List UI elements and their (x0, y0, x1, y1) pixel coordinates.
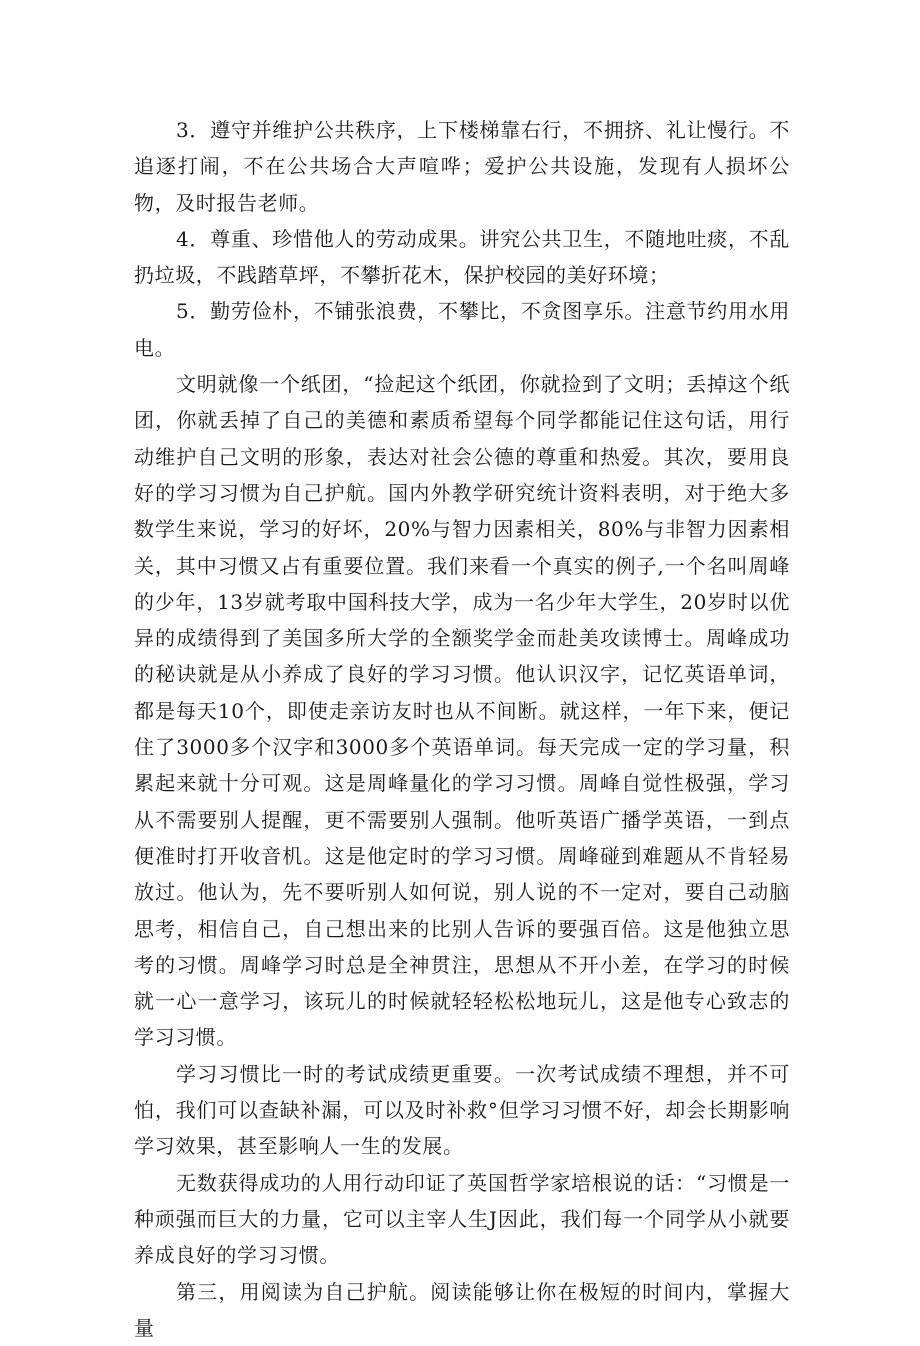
paragraph-study-habits: 文明就像一个纸团，“捡起这个纸团，你就捡到了文明；丢掉这个纸团，你就丢掉了自己的美德和素质希望每个同学都能记住这句话，用行动维护自己文明的形象，表达对社会公德的尊重和热爱。其次，要用良好的学习习惯为自己护航。国内外教学研究统计资料表明，对于绝大多数学生来说，学习的好坏，20%与智力因素相关，80%与非智力因素相关，其中习惯又占有重要位置。我们来看一个真实的例子,一个名叫周峰的少年，13岁就考取中国科技大学，成为一名少年大学生，20岁时以优异的成绩得到了美国多所大学的全额奖学金而赴美攻读博士。周峰成功的秘诀就是从小养成了良好的学习习惯。他认识汉字，记忆英语单词，都是每天10个，即使走亲访友时也从不间断。就这样，一年下来，便记住了3000多个汉字和3000多个英语单词。每天完成一定的学习量，积累起来就十分可观。这是周峰量化的学习习惯。周峰自觉性极强，学习从不需要别人提醒，更不需要别人强制。他听英语广播学英语，一到点便准时打开收音机。这是他定时的学习习惯。周峰碰到难题从不肯轻易放过。他认为，先不要听别人如何说，别人说的不一定对，要自己动脑思考，相信自己，自己想出来的比别人告诉的要强百倍。这是他独立思考的习惯。周峰学习时总是全神贯注，思想从不开小差，在学习的时候就一心一意学习，该玩儿的时候就轻轻松松地玩儿，这是他专心致志的学习习惯。 (134, 366, 790, 1056)
paragraph-habits-vs-scores: 学习习惯比一时的考试成绩更重要。一次考试成绩不理想，并不可怕，我们可以查缺补漏，可以及时补救°但学习习惯不好，却会长期影响学习效果，甚至影响人一生的发展。 (134, 1056, 790, 1165)
document-page (134, 112, 790, 1346)
paragraph-bacon-quote: 无数获得成功的人用行动印证了英国哲学家培根说的话：“习惯是一种顽强而巨大的力量，它可以主宰人生J因此，我们每一个同学从小就要养成良好的学习习惯。 (134, 1165, 790, 1274)
paragraph-rule-3: 3．遵守并维护公共秩序，上下楼梯靠右行，不拥挤、礼让慢行。不追逐打闹，不在公共场合大声喧哗；爱护公共设施，发现有人损坏公物，及时报告老师。 (134, 112, 790, 221)
paragraph-rule-4: 4．尊重、珍惜他人的劳动成果。讲究公共卫生，不随地吐痰，不乱扔垃圾，不践踏草坪，不攀折花木，保护校园的美好环境； (134, 221, 790, 294)
paragraph-rule-5: 5．勤劳俭朴，不铺张浪费，不攀比，不贪图享乐。注意节约用水用电。 (134, 293, 790, 366)
paragraph-reading: 第三，用阅读为自己护航。阅读能够让你在极短的时间内，掌握大量 (134, 1274, 790, 1346)
